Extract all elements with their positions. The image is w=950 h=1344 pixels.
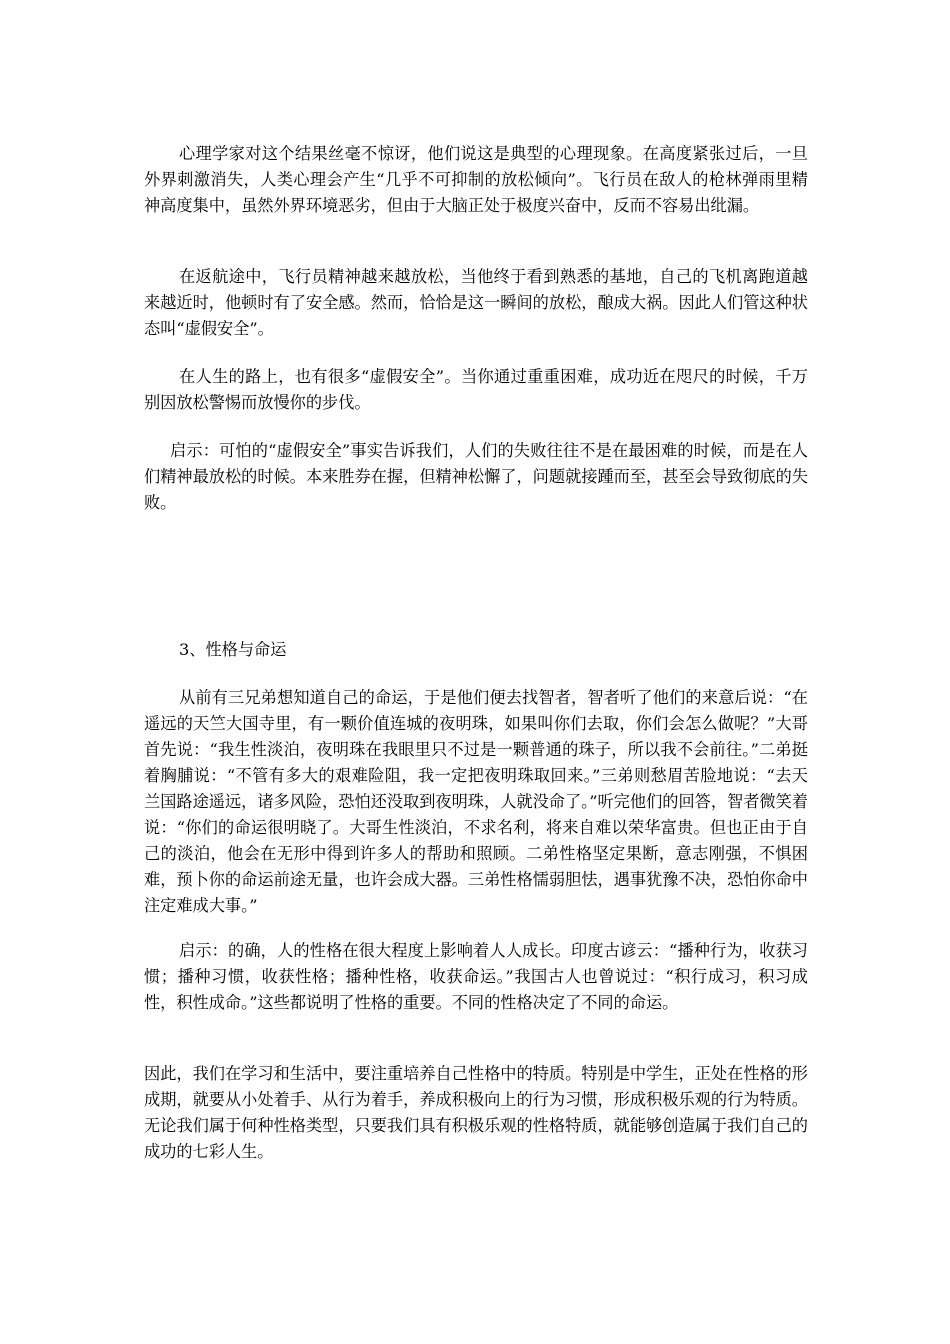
paragraph-insight-false-safety: 启示：可怕的“虚假安全”事实告诉我们，人们的失败往往不是在最困难的时候，而是在人们精神最放松的时候。本来胜券在握，但精神松懈了，问题就接踵而至，甚至会导致彻底的失败。: [144, 441, 808, 512]
section-heading: 3、性格与命运: [179, 640, 287, 659]
paragraph-insight-character: 启示：的确，人的性格在很大程度上影响着人人成长。印度古谚云：“播种行为，收获习惯；播种习惯，收获性格；播种性格，收获命运。”我国古人也曾说过：“积行成习，积习成性，积性成命。”这些都说明了性格的重要。不同的性格决定了不同的命运。: [144, 941, 808, 1012]
paragraph-return-flight: 在返航途中，飞行员精神越来越放松，当他终于看到熟悉的基地，自己的飞机离跑道越来越近时，他顿时有了安全感。然而，恰恰是这一瞬间的放松，酿成大祸。因此人们管这种状态叫“虚假安全”。: [144, 267, 808, 338]
paragraph-three-brothers: 从前有三兄弟想知道自己的命运，于是他们便去找智者，智者听了他们的来意后说：“在遥远的天竺大国寺里，有一颗价值连城的夜明珠，如果叫你们去取，你们会怎么做呢？”大哥首先说：“我生性淡泊，夜明珠在我眼里只不过是一颗普通的珠子，所以我不会前往。”二弟挺着胸脯说：“不管有多大的艰难险阻，我一定把夜明珠取回来。”三弟则愁眉苦脸地说：“去天兰国路途遥远，诸多风险，恐怕还没取到夜明珠，人就没命了。”听完他们的回答，智者微笑着说：“你们的命运很明晓了。大哥生性淡泊，不求名利，将来自难以荣华富贵。但也正由于自己的淡泊，他会在无形中得到许多人的帮助和照顾。二弟性格坚定果断，意志刚强，不惧困难，预卜你的命运前途无量，也许会成大器。三弟性格懦弱胆怯，遇事犹豫不决，恐怕你命中注定难成大事。”: [144, 688, 808, 915]
paragraph-conclusion: 因此，我们在学习和生活中，要注重培养自己性格中的特质。特别是中学生，正处在性格的形成期，就要从小处着手、从行为着手，养成积极向上的行为习惯，形成积极乐观的行为特质。无论我们属于何种性格类型，只要我们具有积极乐观的性格特质，就能够创造属于我们自己的成功的七彩人生。: [144, 1064, 808, 1161]
paragraph-life-path: 在人生的路上，也有很多“虚假安全”。当你通过重重困难，成功近在咫尺的时候，千万别因放松警惕而放慢你的步伐。: [144, 367, 808, 412]
paragraph-psychology: 心理学家对这个结果丝毫不惊讶，他们说这是典型的心理现象。在高度紧张过后，一旦外界刺激消失，人类心理会产生“几乎不可抑制的放松倾向”。飞行员在敌人的枪林弹雨里精神高度集中，虽然外界环境恶劣，但由于大脑正处于极度兴奋中，反而不容易出纰漏。: [144, 144, 808, 215]
